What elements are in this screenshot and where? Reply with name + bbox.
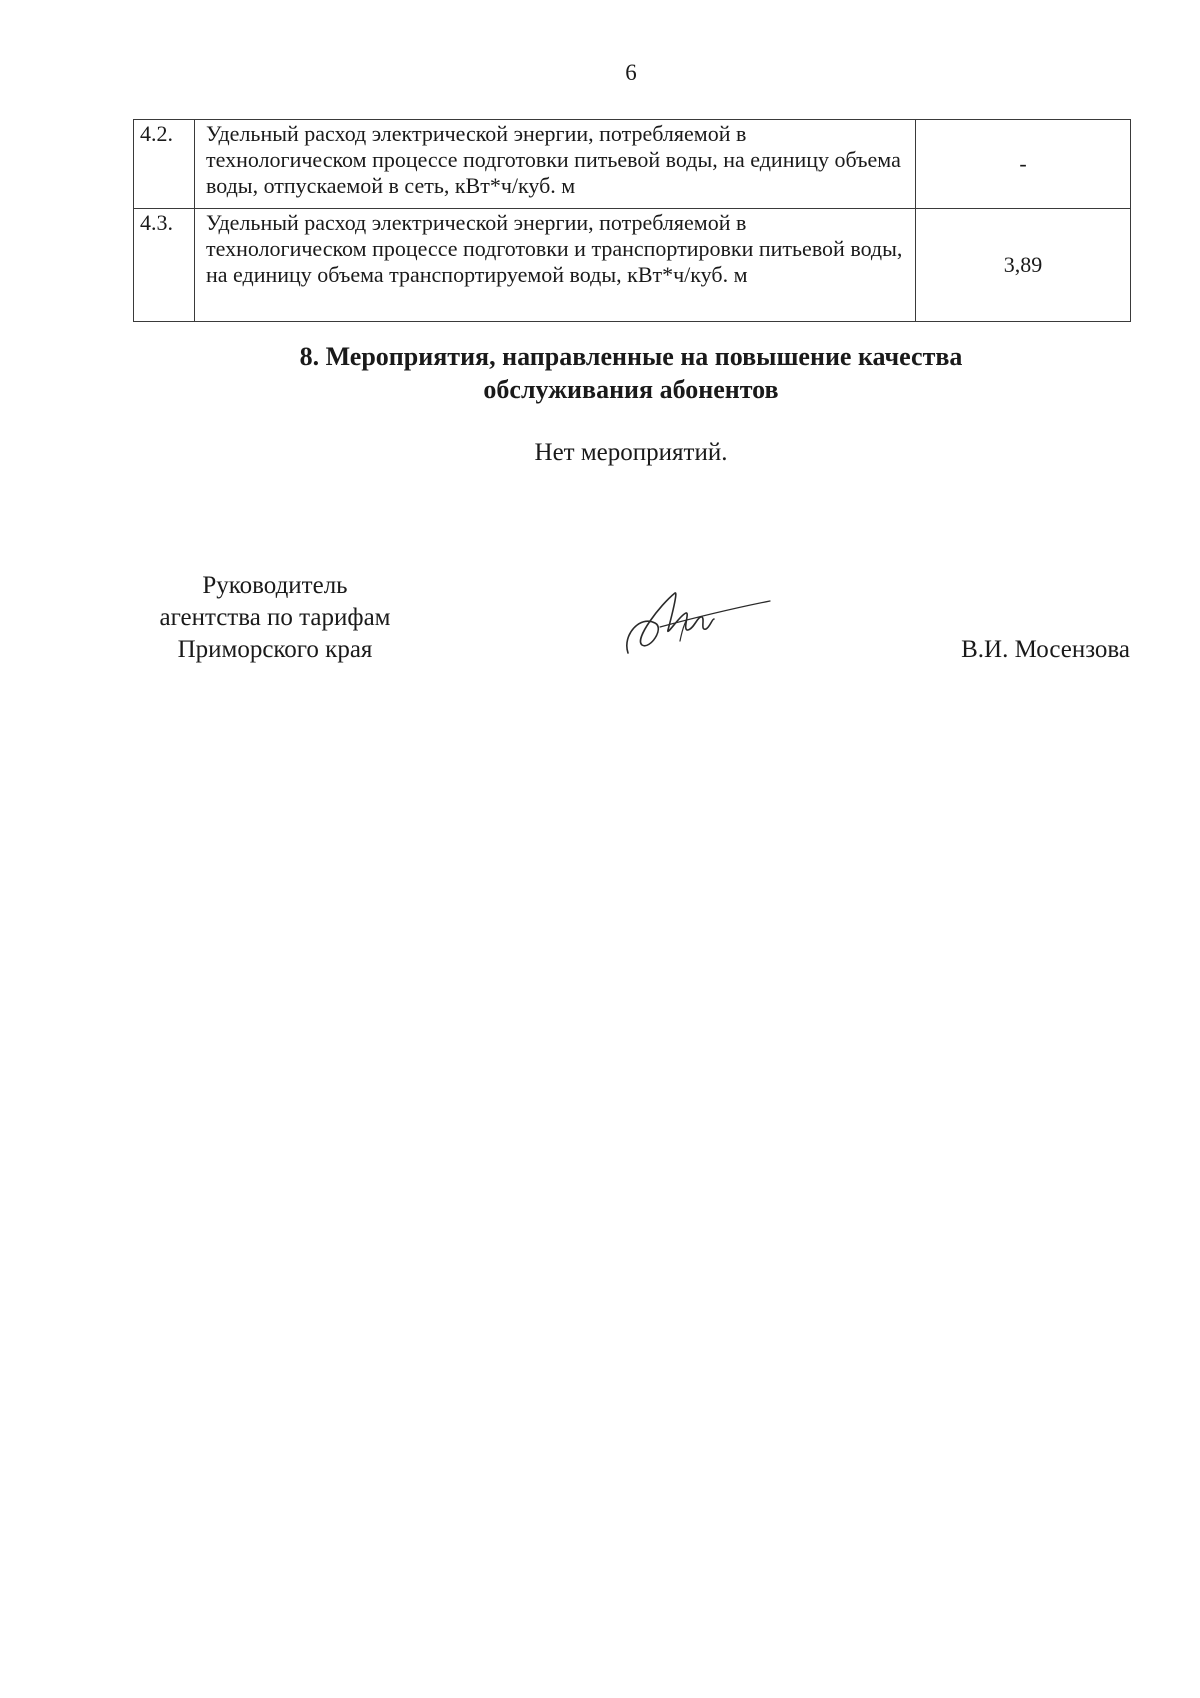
row-description: Удельный расход электрической энергии, потребляемой в технологическом процессе подготовки питьевой воды, на единицу объема воды, отпускаемой в сеть, кВт*ч/куб. м	[195, 120, 916, 209]
signer-name: В.И. Мосензова	[961, 636, 1130, 663]
row-value: 3,89	[916, 209, 1131, 322]
table-row	[134, 209, 1131, 322]
row-number: 4.3.	[134, 209, 195, 322]
handwritten-signature	[620, 575, 780, 665]
signer-title-line-1: Руководитель	[202, 572, 348, 599]
section-heading-line-1: 8. Мероприятия, направленные на повышение качества	[299, 342, 963, 371]
no-measures-note: Нет мероприятий.	[534, 439, 728, 466]
section-heading	[0, 340, 1200, 406]
indicators-table	[133, 119, 1131, 322]
signer-title-line-3: Приморского края	[177, 636, 373, 663]
row-description: Удельный расход электрической энергии, потребляемой в технологическом процессе подготовки и транспортировки питьевой воды, на единицу объема транспортируемой воды, кВт*ч/куб. м	[195, 209, 916, 322]
signer-title	[130, 570, 420, 666]
section-heading-line-2: обслуживания абонентов	[483, 375, 779, 404]
row-number: 4.2.	[134, 120, 195, 209]
signer-title-line-2: агентства по тарифам	[159, 604, 391, 631]
page-number: 6	[625, 60, 637, 85]
row-value: -	[916, 120, 1131, 209]
table-row	[134, 120, 1131, 209]
